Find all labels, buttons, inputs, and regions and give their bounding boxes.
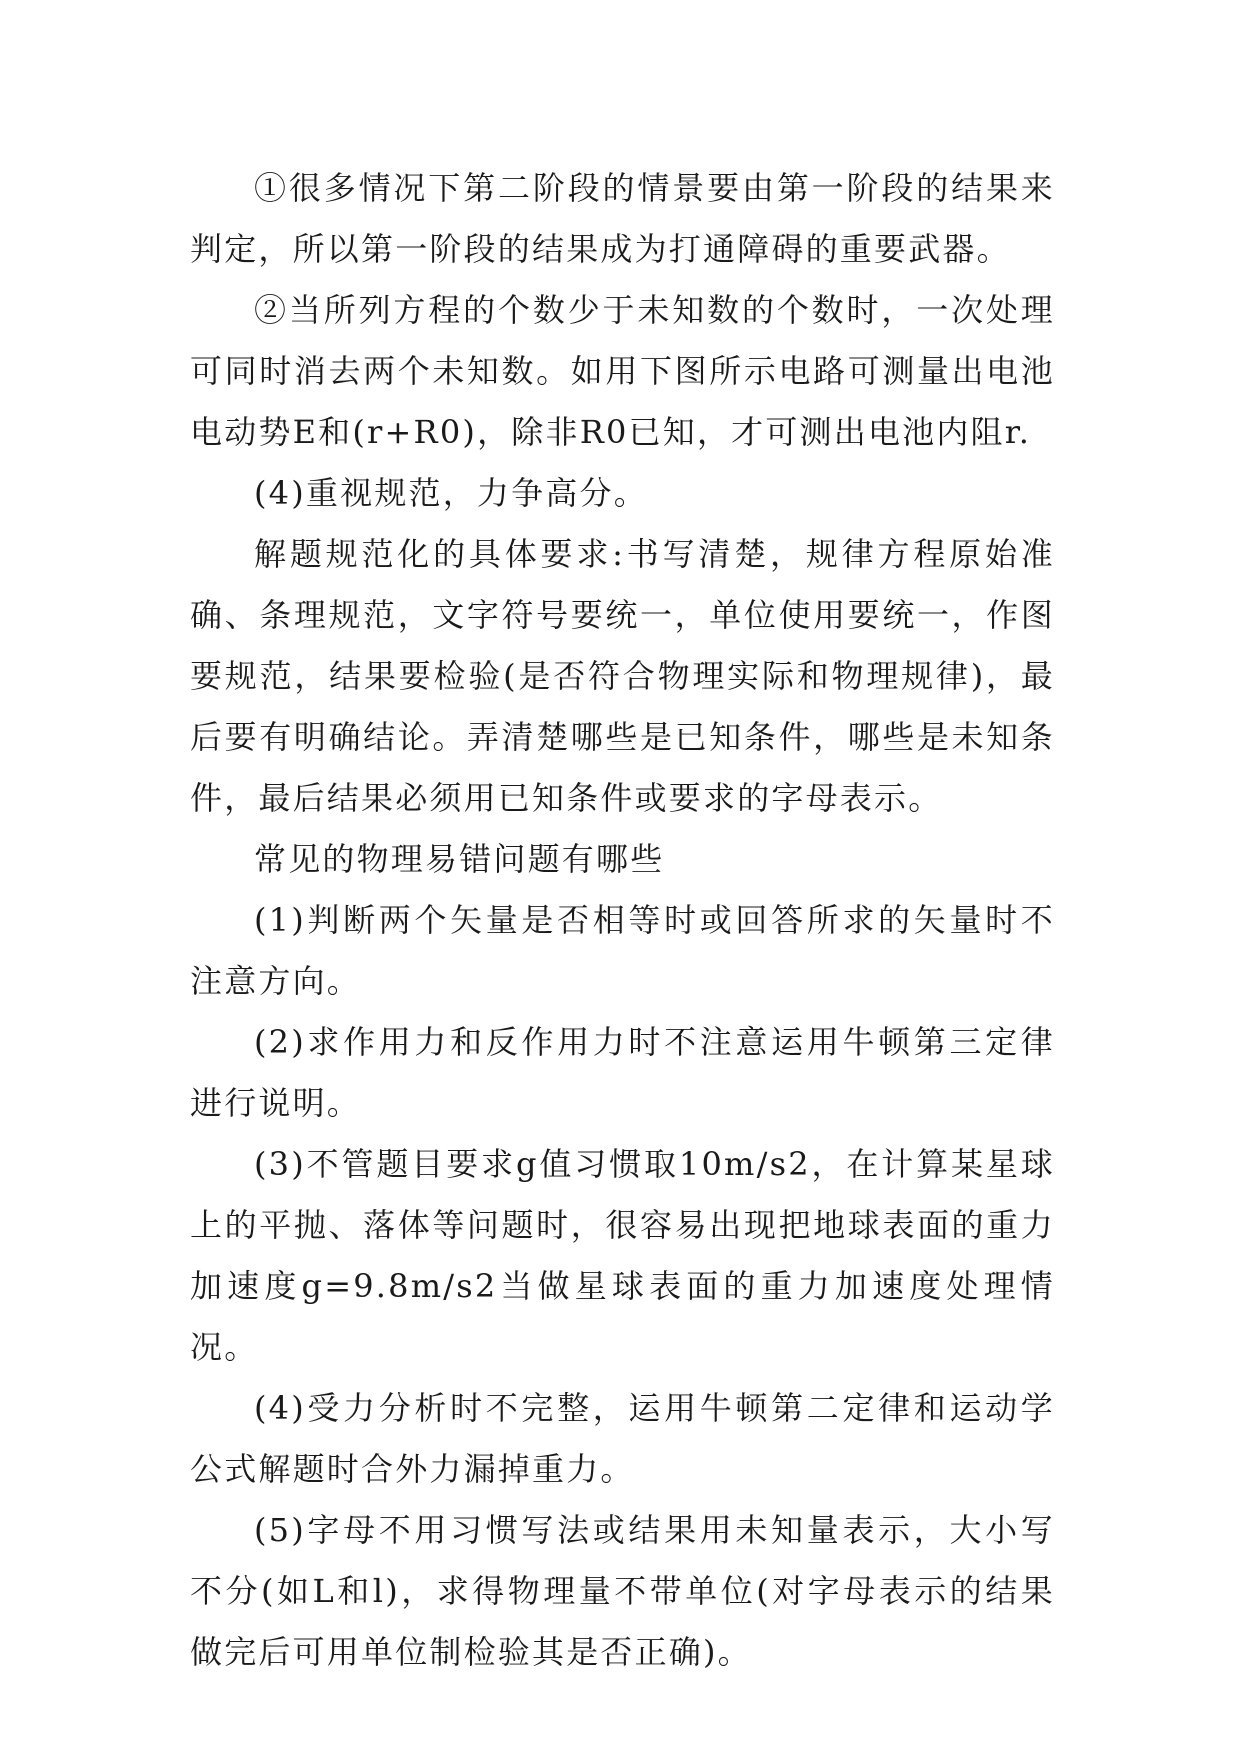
- section-heading-common-errors: 常见的物理易错问题有哪些: [254, 840, 665, 878]
- list-item-error-5: (5)字母不用习惯写法或结果用未知量表示，大小写不分(如L和l)，求得物理量不带单位(对字母表示的结果做完后可用单位制检验其是否正确)。: [190, 1511, 1055, 1671]
- document-body: [190, 158, 1055, 1683]
- list-item-error-3: (3)不管题目要求g值习惯取10m/s2，在计算某星球上的平抛、落体等问题时，很容易出现把地球表面的重力加速度g=9.8m/s2当做星球表面的重力加速度处理情况。: [190, 1145, 1055, 1366]
- paragraph-equation-elimination: ②当所列方程的个数少于未知数的个数时，一次处理可同时消去两个未知数。如用下图所示电路可测量出电池电动势E和(r+R0)，除非R0已知，才可测出电池内阻r.: [190, 291, 1055, 451]
- paragraph-stage-judgement: ①很多情况下第二阶段的情景要由第一阶段的结果来判定，所以第一阶段的结果成为打通障碍的重要武器。: [190, 169, 1055, 268]
- paragraph-standardize-requirements: 解题规范化的具体要求:书写清楚，规律方程原始准确、条理规范，文字符号要统一，单位使用要统一，作图要规范，结果要检验(是否符合物理实际和物理规律)，最后要有明确结论。弄清楚哪些是已知条件，哪些是未知条件，最后结果必须用已知条件或要求的字母表示。: [190, 535, 1055, 817]
- list-item-error-1: (1)判断两个矢量是否相等时或回答所求的矢量时不注意方向。: [190, 901, 1055, 1000]
- paragraph-standardize-heading: (4)重视规范，力争高分。: [254, 474, 648, 512]
- list-item-error-2: (2)求作用力和反作用力时不注意运用牛顿第三定律进行说明。: [190, 1023, 1055, 1122]
- list-item-error-4: (4)受力分析时不完整，运用牛顿第二定律和运动学公式解题时合外力漏掉重力。: [190, 1389, 1055, 1488]
